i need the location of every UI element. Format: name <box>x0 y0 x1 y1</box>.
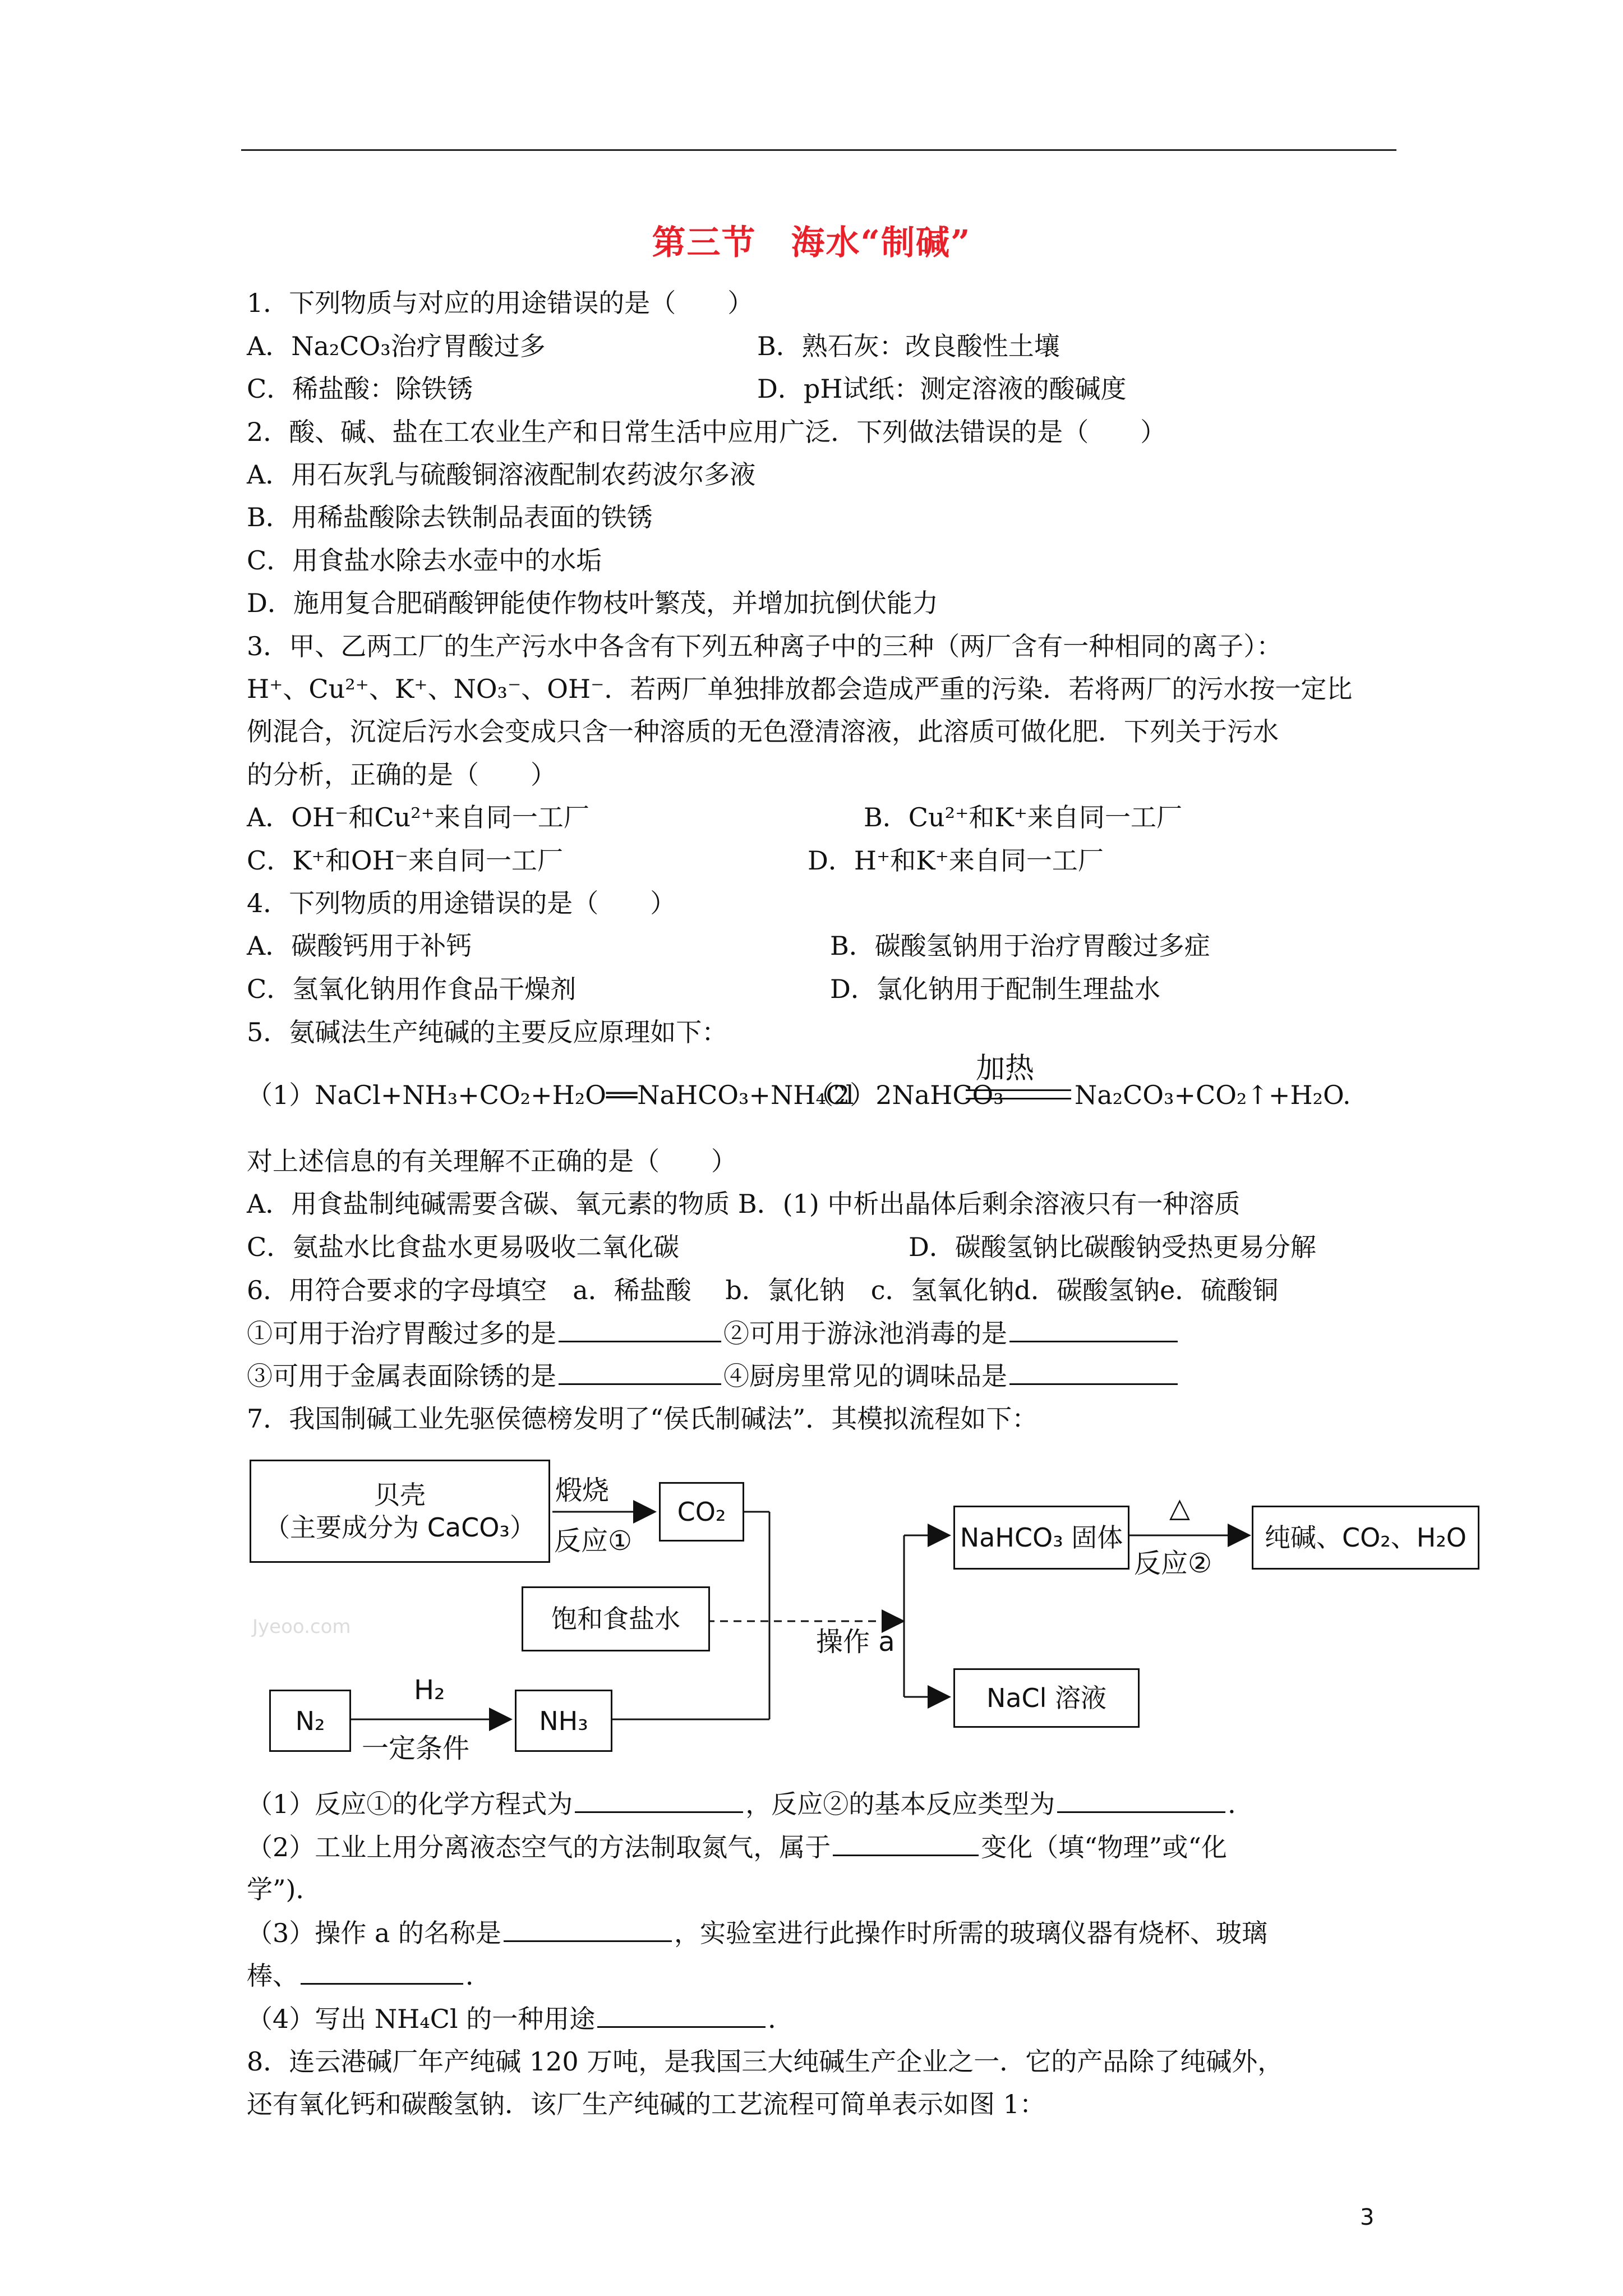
q3-line-1: 3．甲、乙两工厂的生产污水中各含有下列五种离子中的三种（两厂含有一种相同的离子）： <box>247 631 1283 661</box>
q5-equation-2-right: Na₂CO₃+CO₂↑+H₂O. <box>1075 1080 1351 1110</box>
q1-stem: 1．下列物质与对应的用途错误的是（ ） <box>247 288 754 318</box>
q7-part-2-cont: 学”)． <box>247 1874 322 1904</box>
brine-box: 饱和食盐水 <box>522 1586 710 1651</box>
q2-option-c: C．用食盐水除去水壶中的水垢 <box>247 545 602 576</box>
triangle-heat-label: △ <box>1169 1492 1190 1524</box>
q3-option-b: B．Cu²⁺和K⁺来自同一工厂 <box>864 802 1182 832</box>
q5-equation-1: （1）NaCl+NH₃+CO₂+H₂O══NaHCO₃+NH₄Cl <box>247 1080 854 1110</box>
q4-option-d: D．氯化钠用于配制生理盐水 <box>830 974 1160 1004</box>
q2-option-d: D．施用复合肥硝酸钾能使作物枝叶繁茂，并增加抗倒伏能力 <box>247 588 938 618</box>
shell-box <box>250 1460 550 1563</box>
q7-part-4 <box>247 2001 794 2036</box>
q2-stem: 2．酸、碱、盐在工农业生产和日常生活中应用广泛．下列做法错误的是（ ） <box>247 417 1166 447</box>
nh3-box: NH₃ <box>515 1690 612 1752</box>
q3-line-4: 的分析，正确的是（ ） <box>247 760 556 790</box>
q7-p1-text-b: ，反应②的基本反应类型为 <box>745 1789 1055 1819</box>
section-title: 第三节 海水“制碱” <box>652 223 971 263</box>
q2-option-b: B．用稀盐酸除去铁制品表面的铁锈 <box>247 502 653 532</box>
q7-blank-3[interactable] <box>833 1830 979 1856</box>
co2-box: CO₂ <box>659 1482 744 1542</box>
q7-p4-text-b: ． <box>768 2004 794 2034</box>
q7-stem: 7．我国制碱工业先驱侯德榜发明了“侯氏制碱法”．其模拟流程如下： <box>247 1404 1038 1434</box>
q7-p2-text-a: （2）工业上用分离液态空气的方法制取氮气，属于 <box>247 1832 831 1862</box>
q5-option-ab: A．用食盐制纯碱需要含碳、氧元素的物质 B．(1) 中析出晶体后剩余溶液只有一种溶质 <box>247 1189 1241 1219</box>
nacl-box: NaCl 溶液 <box>953 1668 1140 1728</box>
page-number: 3 <box>1360 2205 1375 2230</box>
q6-item-3-text: ③可用于金属表面除锈的是 <box>247 1361 556 1391</box>
q3-option-d: D．H⁺和K⁺来自同一工厂 <box>808 845 1104 876</box>
q1-option-c: C．稀盐酸：除铁锈 <box>247 374 473 404</box>
q8-line-2: 还有氧化钙和碳酸氢钠．该厂生产纯碱的工艺流程可简单表示如图 1： <box>247 2089 1045 2119</box>
condition-label: 一定条件 <box>362 1733 470 1764</box>
q7-part-3-cont <box>247 1958 491 1993</box>
q4-option-c: C．氢氧化钠用作食品干燥剂 <box>247 974 577 1004</box>
q7-blank-1[interactable] <box>575 1787 743 1813</box>
reaction2-label: 反应② <box>1134 1548 1212 1579</box>
products-box: 纯碱、CO₂、H₂O <box>1252 1506 1479 1570</box>
reaction1-label: 反应① <box>554 1525 633 1557</box>
q7-p3-text-b: ，实验室进行此操作时所需的玻璃仪器有烧杯、玻璃 <box>674 1918 1267 1948</box>
q7-blank-6[interactable] <box>597 2001 766 2028</box>
q7-blank-4[interactable] <box>504 1916 672 1942</box>
h2-label: H₂ <box>414 1674 445 1706</box>
q3-line-2: H⁺、Cu²⁺、K⁺、NO₃⁻、OH⁻．若两厂单独排放都会造成严重的污染．若将两厂的污水按一定比 <box>247 674 1353 704</box>
q8-line-1: 8．连云港碱厂年产纯碱 120 万吨，是我国三大纯碱生产企业之一．它的产品除了纯碱外， <box>247 2046 1284 2077</box>
operation-a-label: 操作 a <box>816 1626 895 1658</box>
q7-p3-text-a: （3）操作 a 的名称是 <box>247 1918 501 1948</box>
q1-option-d: D．pH试纸：测定溶液的酸碱度 <box>757 374 1127 404</box>
q3-line-3: 例混合，沉淀后污水会变成只含一种溶质的无色澄清溶液，此溶质可做化肥．下列关于污水 <box>247 716 1279 747</box>
q7-p1-text-a: （1）反应①的化学方程式为 <box>247 1789 573 1819</box>
q6-item-2-text: ②可用于游泳池消毒的是 <box>723 1318 1007 1349</box>
q4-option-b: B．碳酸氢钠用于治疗胃酸过多症 <box>830 931 1210 961</box>
shell-component-label: （主要成分为 CaCO₃） <box>264 1512 536 1543</box>
q7-part-1 <box>247 1787 1253 1821</box>
q1-option-a: A．Na₂CO₃治疗胃酸过多 <box>247 331 546 361</box>
q3-option-c: C．K⁺和OH⁻来自同一工厂 <box>247 845 563 876</box>
q7-blank-2[interactable] <box>1057 1787 1225 1813</box>
q4-option-a: A．碳酸钙用于补钙 <box>247 931 472 961</box>
q5-option-d: D．碳酸氢钠比碳酸钠受热更易分解 <box>909 1232 1316 1262</box>
q6-stem: 6．用符合要求的字母填空 a．稀盐酸 b．氯化钠 c．氢氧化钠d．碳酸氢钠e．硫酸铜 <box>247 1275 1279 1305</box>
q7-p3-text-d: ． <box>465 1961 491 1991</box>
nahco3-box: NaHCO₃ 固体 <box>953 1506 1129 1570</box>
shell-label: 贝壳 <box>374 1480 426 1510</box>
q7-blank-5[interactable] <box>301 1958 463 1985</box>
q6-item-1-text: ①可用于治疗胃酸过多的是 <box>247 1318 556 1349</box>
q7-p2-text-b: 变化（填“物理”或“化 <box>981 1832 1227 1862</box>
q7-p3-text-c: 棒、 <box>247 1961 298 1991</box>
q5-option-c: C．氨盐水比食盐水更易吸收二氧化碳 <box>247 1232 680 1262</box>
q3-option-a: A．OH⁻和Cu²⁺来自同一工厂 <box>247 802 589 832</box>
q7-part-3 <box>247 1916 1267 1950</box>
q5-equation-2-left: （2）2NaHCO₃ <box>808 1080 1004 1110</box>
q5-stem: 5．氨碱法生产纯碱的主要反应原理如下： <box>247 1017 728 1047</box>
q5-ask: 对上述信息的有关理解不正确的是（ ） <box>247 1146 737 1176</box>
calcine-label: 煅烧 <box>555 1475 610 1506</box>
q2-option-a: A．用石灰乳与硫酸铜溶液配制农药波尔多液 <box>247 459 756 490</box>
q4-stem: 4．下列物质的用途错误的是（ ） <box>247 888 676 918</box>
q5-heat-condition: 加热 <box>976 1052 1035 1085</box>
q7-part-2 <box>247 1830 1227 1864</box>
q7-p1-text-c: ． <box>1228 1789 1254 1819</box>
n2-box: N₂ <box>269 1690 351 1752</box>
watermark: Jyeoo.com <box>252 1616 351 1638</box>
q1-option-b: B．熟石灰：改良酸性土壤 <box>757 331 1060 361</box>
q7-p4-text-a: （4）写出 NH₄Cl 的一种用途 <box>247 2004 596 2034</box>
q6-item-4-text: ④厨房里常见的调味品是 <box>723 1361 1007 1391</box>
